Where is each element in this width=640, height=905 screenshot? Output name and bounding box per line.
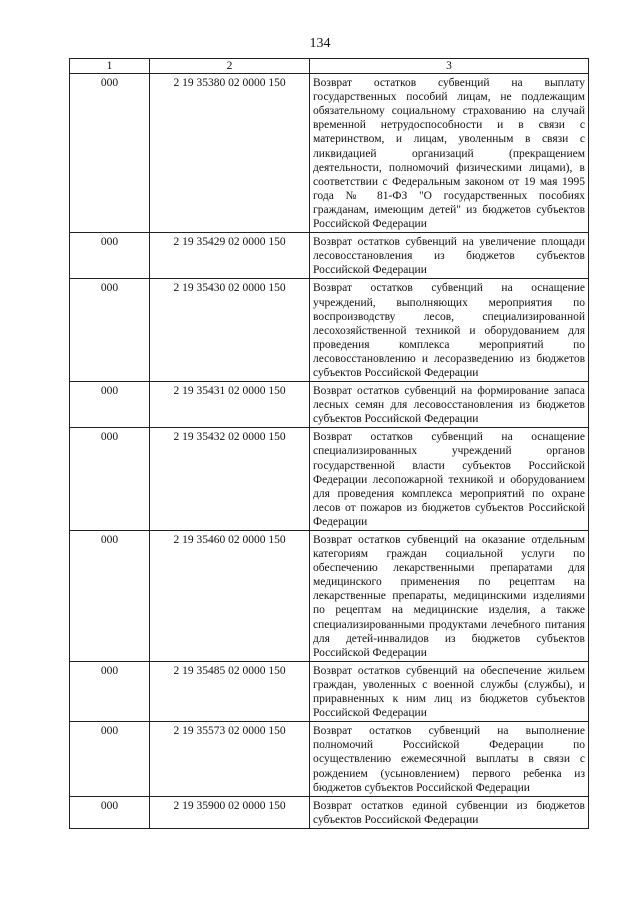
table-row [70, 428, 589, 531]
description-cell: Возврат остатков субвенций на оснащение учреждений, выполняющих мероприятия по воспроизводству лесов, специализированной лесохозяйственной техникой и оборудованием для проведения комплекса мероприятий по лесовосстановлению и лесоразведению из бюджетов субъектов Российской Федерации [310, 279, 589, 382]
budget-code-cell: 2 19 35431 02 0000 150 [150, 382, 310, 428]
budget-codes-table [69, 58, 589, 829]
budget-code-cell: 2 19 35573 02 0000 150 [150, 722, 310, 796]
table-row [70, 74, 589, 233]
admin-code-cell: 000 [70, 74, 150, 233]
budget-code-cell: 2 19 35380 02 0000 150 [150, 74, 310, 233]
table-row [70, 661, 589, 721]
admin-code-cell: 000 [70, 722, 150, 796]
table-row [70, 233, 589, 279]
table-row [70, 796, 589, 828]
budget-code-cell: 2 19 35429 02 0000 150 [150, 233, 310, 279]
table-row [70, 531, 589, 662]
table-row [70, 279, 589, 382]
admin-code-cell: 000 [70, 382, 150, 428]
budget-code-cell: 2 19 35460 02 0000 150 [150, 531, 310, 662]
admin-code-cell: 000 [70, 796, 150, 828]
budget-code-cell: 2 19 35900 02 0000 150 [150, 796, 310, 828]
budget-code-cell: 2 19 35430 02 0000 150 [150, 279, 310, 382]
description-cell: Возврат остатков субвенций на формирование запаса лесных семян для лесовосстановления из бюджетов субъектов Российской Федерации [310, 382, 589, 428]
admin-code-cell: 000 [70, 279, 150, 382]
table-header-row [70, 59, 589, 74]
description-cell: Возврат остатков субвенций на обеспечение жильем граждан, уволенных с военной службы (службы), и приравненных к ним лиц из бюджетов субъектов Российской Федерации [310, 661, 589, 721]
page-number: 134 [309, 36, 331, 51]
admin-code-cell: 000 [70, 233, 150, 279]
admin-code-cell: 000 [70, 428, 150, 531]
admin-code-cell: 000 [70, 661, 150, 721]
budget-code-cell: 2 19 35485 02 0000 150 [150, 661, 310, 721]
column-header-3: 3 [310, 59, 589, 74]
description-cell: Возврат остатков субвенций на оснащение специализированных учреждений органов государственной власти субъектов Российской Федерации лесопожарной техникой и оборудованием для проведения комплекса мероприятий по охране лесов от пожаров из бюджетов субъектов Российской Федерации [310, 428, 589, 531]
admin-code-cell: 000 [70, 531, 150, 662]
column-header-1: 1 [70, 59, 150, 74]
description-cell: Возврат остатков субвенций на увеличение площади лесовосстановления из бюджетов субъектов Российской Федерации [310, 233, 589, 279]
description-cell: Возврат остатков субвенций на выплату государственных пособий лицам, не подлежащим обязательному социальному страхованию на случай временной нетрудоспособности и в связи с материнством, и лицам, уволенным в связи с ликвидацией организаций (прекращением деятельности, полномочий физическими лицами), в соответствии с Федеральным законом от 19 мая 1995 года № 81-ФЗ "О государственных пособиях гражданам, имеющим детей" из бюджетов субъектов Российской Федерации [310, 74, 589, 233]
description-cell: Возврат остатков субвенций на выполнение полномочий Российской Федерации по осуществлению ежемесячной выплаты в связи с рождением (усыновлением) первого ребенка из бюджетов субъектов Российской Федерации [310, 722, 589, 796]
table-row [70, 382, 589, 428]
description-cell: Возврат остатков единой субвенции из бюджетов субъектов Российской Федерации [310, 796, 589, 828]
budget-code-cell: 2 19 35432 02 0000 150 [150, 428, 310, 531]
table-row [70, 722, 589, 796]
description-cell: Возврат остатков субвенций на оказание отдельным категориям граждан социальной услуги по обеспечению лекарственными препаратами для медицинского применения по рецептам на лекарственные препараты, медицинскими изделиями по рецептам на медицинские изделия, а также специализированными продуктами лечебного питания для детей-инвалидов из бюджетов субъектов Российской Федерации [310, 531, 589, 662]
column-header-2: 2 [150, 59, 310, 74]
